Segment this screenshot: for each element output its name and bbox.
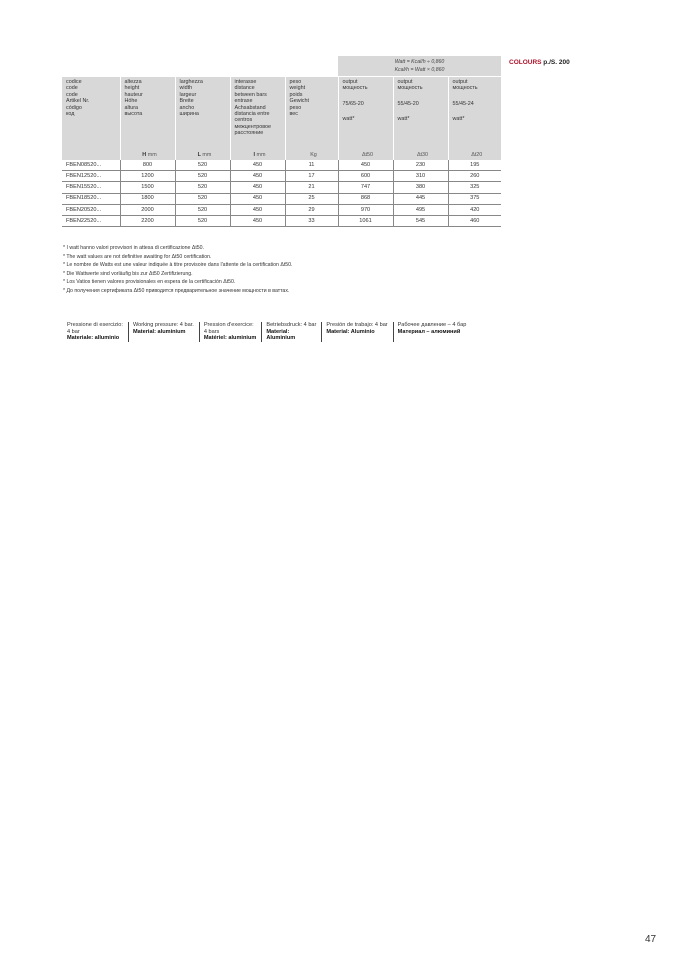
spec-block-de: Betriebsdruck: 4 bar Material: Aluminium	[262, 322, 322, 342]
colours-page: p./S. 200	[541, 59, 570, 66]
header-output-dt30: output мощность 55/45-20 watt*	[393, 77, 448, 151]
unit-cell	[62, 151, 120, 160]
cell-value: 450	[338, 160, 393, 171]
cell-value: 420	[448, 204, 501, 215]
unit-cell: H mm	[120, 151, 175, 160]
cell-value: 520	[175, 215, 230, 226]
footnote: * I watt hanno valori provvisori in attesa di certificazione Δt50.	[63, 245, 205, 251]
cell-value: 800	[120, 160, 175, 171]
spec-block-es: Presión de trabajo: 4 bar Material: Aluminio	[322, 322, 393, 342]
cell-value: 25	[285, 193, 338, 204]
table-header-row	[62, 77, 501, 151]
cell-value: 450	[230, 215, 285, 226]
cell-value: 310	[393, 171, 448, 182]
header-weight: peso weight poids Gewicht peso вес	[285, 77, 338, 151]
cell-value: 520	[175, 204, 230, 215]
cell-value: 1061	[338, 215, 393, 226]
table-row	[62, 171, 501, 182]
cell-value: 450	[230, 182, 285, 193]
cell-value: 747	[338, 182, 393, 193]
cell-value: 260	[448, 171, 501, 182]
spec-block-fr: Pression d'exercice: 4 bars Matériel: aluminium	[200, 322, 263, 342]
cell-code: FBEN22520...	[62, 215, 120, 226]
cell-value: 450	[230, 160, 285, 171]
cell-value: 520	[175, 171, 230, 182]
cell-value: 450	[230, 193, 285, 204]
cell-value: 868	[338, 193, 393, 204]
cell-value: 380	[393, 182, 448, 193]
spec-block-it: Pressione di esercizio: 4 bar Materiale: alluminio	[63, 322, 129, 342]
page-number: 47	[645, 934, 657, 945]
cell-value: 2000	[120, 204, 175, 215]
conversion-formula-box	[338, 56, 501, 76]
cell-value: 11	[285, 160, 338, 171]
header-distance: interasse distance between bars entraxe Achsabstand distancia entre centros межцентровое расстояние	[230, 77, 285, 151]
cell-code: FBEN08520...	[62, 160, 120, 171]
table-row	[62, 182, 501, 193]
footnote: * До получения сертификата Δt50 приводится предварительное значение мощности в ваттах.	[63, 287, 290, 294]
cell-value: 450	[230, 204, 285, 215]
header-output-dt50: output мощность 75/65-20 watt*	[338, 77, 393, 151]
cell-value: 450	[230, 171, 285, 182]
cell-value: 495	[393, 204, 448, 215]
cell-value: 325	[448, 182, 501, 193]
header-output-dt20: output мощность 55/45-24 watt*	[448, 77, 501, 151]
table-row	[62, 160, 501, 171]
table-row	[62, 215, 501, 226]
cell-value: 2200	[120, 215, 175, 226]
cell-value: 29	[285, 204, 338, 215]
cell-value: 195	[448, 160, 501, 171]
colours-label: COLOURS	[509, 59, 542, 66]
footnotes	[63, 244, 292, 296]
cell-value: 21	[285, 182, 338, 193]
cell-code: FBEN20520...	[62, 204, 120, 215]
spec-block-ru: Рабочее давление – 4 бар Материал – алюминий	[397, 322, 467, 335]
cell-value: 520	[175, 182, 230, 193]
footnote: * Die Wattwerte sind vorläufig bis zur Δt50 Zertifizierung.	[63, 270, 193, 277]
cell-value: 600	[338, 171, 393, 182]
pressure-material-specs	[63, 322, 471, 342]
unit-cell: L mm	[175, 151, 230, 160]
cell-value: 970	[338, 204, 393, 215]
cell-value: 445	[393, 193, 448, 204]
footnote: * Los Vatios tienen valores provisionales en espera de la certificación Δt50.	[63, 279, 236, 286]
cell-value: 545	[393, 215, 448, 226]
unit-cell: Δt50	[338, 151, 393, 160]
unit-cell: Δt30	[393, 151, 448, 160]
table-units-row	[62, 151, 501, 160]
header-code: codice code code Artikel Nr. código код	[62, 77, 120, 151]
cell-value: 230	[393, 160, 448, 171]
cell-code: FBEN12520...	[62, 171, 120, 182]
cell-value: 17	[285, 171, 338, 182]
cell-value: 1200	[120, 171, 175, 182]
footnote: * The watt values are not definitive awaiting for Δt50 certification.	[63, 253, 212, 260]
header-height: altezza height hauteur Höhe altura высота	[120, 77, 175, 151]
product-spec-table	[62, 77, 501, 227]
cell-value: 33	[285, 215, 338, 226]
cell-value: 520	[175, 193, 230, 204]
spec-block-en: Working pressure: 4 bar. Material: aluminium	[129, 322, 200, 342]
cell-code: FBEN18520...	[62, 193, 120, 204]
header-width: larghezza width largeur Breite ancho ширина	[175, 77, 230, 151]
colours-page-reference[interactable]	[509, 59, 570, 66]
cell-value: 375	[448, 193, 501, 204]
unit-cell: Δt20	[448, 151, 501, 160]
unit-cell: I mm	[230, 151, 285, 160]
unit-cell: Kg	[285, 151, 338, 160]
table-row	[62, 204, 501, 215]
conversion-line-2: Kcal/h = Watt × 0,860	[394, 67, 445, 73]
conversion-line-1: Watt = Kcal/h ÷ 0,860	[394, 59, 445, 65]
cell-code: FBEN15520...	[62, 182, 120, 193]
cell-value: 520	[175, 160, 230, 171]
table-row	[62, 193, 501, 204]
footnote: * Le nombre de Watts est une valeur indiquée à titre provisoire dans l'attente de la certification Δt50.	[63, 262, 293, 269]
cell-value: 1500	[120, 182, 175, 193]
cell-value: 1800	[120, 193, 175, 204]
cell-value: 460	[448, 215, 501, 226]
